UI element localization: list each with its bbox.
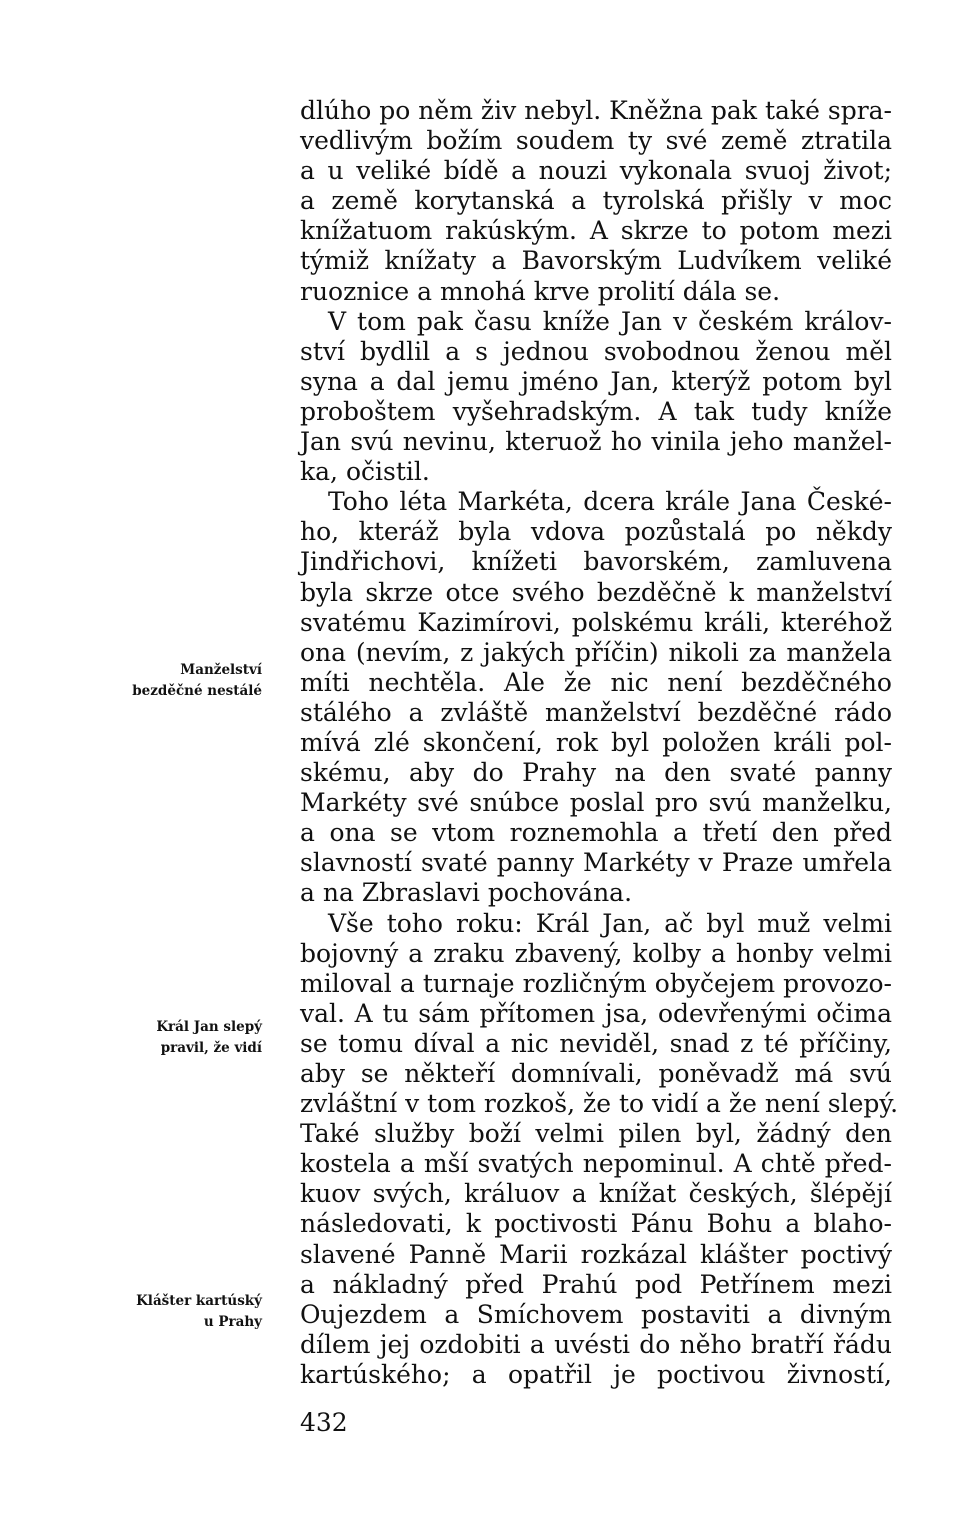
- text-line: dílem jej ozdobiti a uvésti do něho bratří řádu: [300, 1329, 892, 1359]
- margin-note-line: u Prahy: [203, 1314, 262, 1330]
- text-line: val. A tu sám přítomen jsa, odevřenými očima: [300, 998, 892, 1028]
- text-line: a u veliké bídě a nouzi vykonala svuoj život;: [300, 156, 892, 186]
- margin-note-line: Klášter kartúský: [136, 1293, 262, 1309]
- margin-note-blind-king: [62, 1017, 262, 1059]
- text-line: ruoznice a mnohá krve prolití dála se.: [300, 276, 781, 306]
- margin-note-line: Manželství: [180, 662, 262, 678]
- text-line: V tom pak času kníže Jan v českém králov-: [328, 306, 892, 336]
- margin-note-line: Král Jan slepý: [156, 1019, 262, 1035]
- text-line: a na Zbraslavi pochována.: [300, 878, 633, 908]
- text-line: Toho léta Markéta, dcera krále Jana České-: [328, 487, 892, 517]
- text-line: vedlivým božím soudem ty své země ztratila: [300, 126, 892, 156]
- text-line: a ona se vtom roznemohla a třetí den před: [300, 818, 892, 848]
- text-line: aby se někteří domnívali, poněvadž má svú: [300, 1059, 892, 1088]
- text-line: Také služby boží velmi pilen byl, žádný den: [300, 1119, 892, 1149]
- margin-note-line: pravil, že vidí: [160, 1040, 262, 1056]
- text-line: Oujezdem a Smíchovem postaviti a divným: [300, 1299, 892, 1329]
- text-line: knížatuom rakúským. A skrze to potom mezi: [300, 216, 892, 246]
- text-line: bojovný a zraku zbavený, kolby a honby velmi: [300, 938, 892, 968]
- text-line: svatému Kazimírovi, polskému králi, kteréhož: [300, 607, 892, 637]
- text-line: Vše toho roku: Král Jan, ač byl muž velmi: [328, 908, 892, 938]
- text-line: skému, aby do Prahy na den svaté panny: [300, 758, 892, 788]
- text-line: slavené Panně Marii rozkázal klášter poctivý: [300, 1239, 892, 1269]
- text-line: proboštem vyšehradským. A tak tudy kníže: [300, 396, 892, 426]
- text-line: zvláštní v tom rozkoš, že to vidí a že není slepý.: [300, 1089, 899, 1119]
- text-line: míti nechtěla. Ale že nic není bezděčného: [300, 667, 892, 697]
- margin-note-marriage: [62, 660, 262, 702]
- body-text: [300, 96, 899, 1390]
- text-line: Jindřichovi, knížeti bavorském, zamluvena: [300, 547, 892, 577]
- text-line: ho, kteráž byla vdova pozůstalá po někdy: [300, 517, 892, 547]
- text-line: mívá zlé skončení, rok byl položen králi pol-: [300, 727, 892, 757]
- text-line: a nákladný před Prahú pod Petřínem mezi: [300, 1269, 892, 1299]
- text-line: miloval a turnaje rozličným obyčejem provozo-: [300, 968, 892, 998]
- text-line: se tomu díval a nic neviděl, snad z té příčiny,: [300, 1028, 892, 1058]
- text-line: následovati, k poctivosti Pánu Bohu a blaho-: [300, 1209, 892, 1239]
- text-line: slavností svaté panny Markéty v Praze umřela: [300, 848, 892, 878]
- margin-note-line: bezděčné nestálé: [132, 683, 262, 699]
- page-number: 432: [300, 1408, 348, 1437]
- text-line: a země korytanská a tyrolská přišly v moc: [300, 186, 892, 216]
- text-line: Jan svú nevinu, kteruož ho vinila jeho manžel-: [300, 427, 892, 457]
- text-line: kuov svých, králuov a knížat českých, šlépějí: [300, 1179, 892, 1209]
- text-line: ství bydlil a s jednou svobodnou ženou měl: [300, 336, 892, 366]
- text-line: dlúho po něm živ nebyl. Kněžna pak také spra-: [300, 96, 892, 125]
- text-line: ka, očistil.: [300, 457, 430, 487]
- text-line: syna a dal jemu jméno Jan, kterýž potom byl: [300, 366, 892, 396]
- text-line: ona (nevím, z jakých příčin) nikoli za manžela: [300, 637, 892, 667]
- text-line: byla skrze otce svého bezděčně k manželství: [300, 577, 892, 607]
- text-line: Markéty své snúbce poslal pro svú manželku,: [300, 788, 892, 818]
- text-line: stálého a zvláště manželství bezděčné rádo: [300, 697, 892, 727]
- margin-note-carthusian-monastery: [62, 1291, 262, 1333]
- text-line: kostela a mší svatých nepominul. A chtě před-: [300, 1149, 892, 1179]
- text-line: kartúského; a opatřil je poctivou živností,: [300, 1359, 892, 1389]
- text-line: týmiž knížaty a Bavorským Ludvíkem veliké: [300, 246, 892, 276]
